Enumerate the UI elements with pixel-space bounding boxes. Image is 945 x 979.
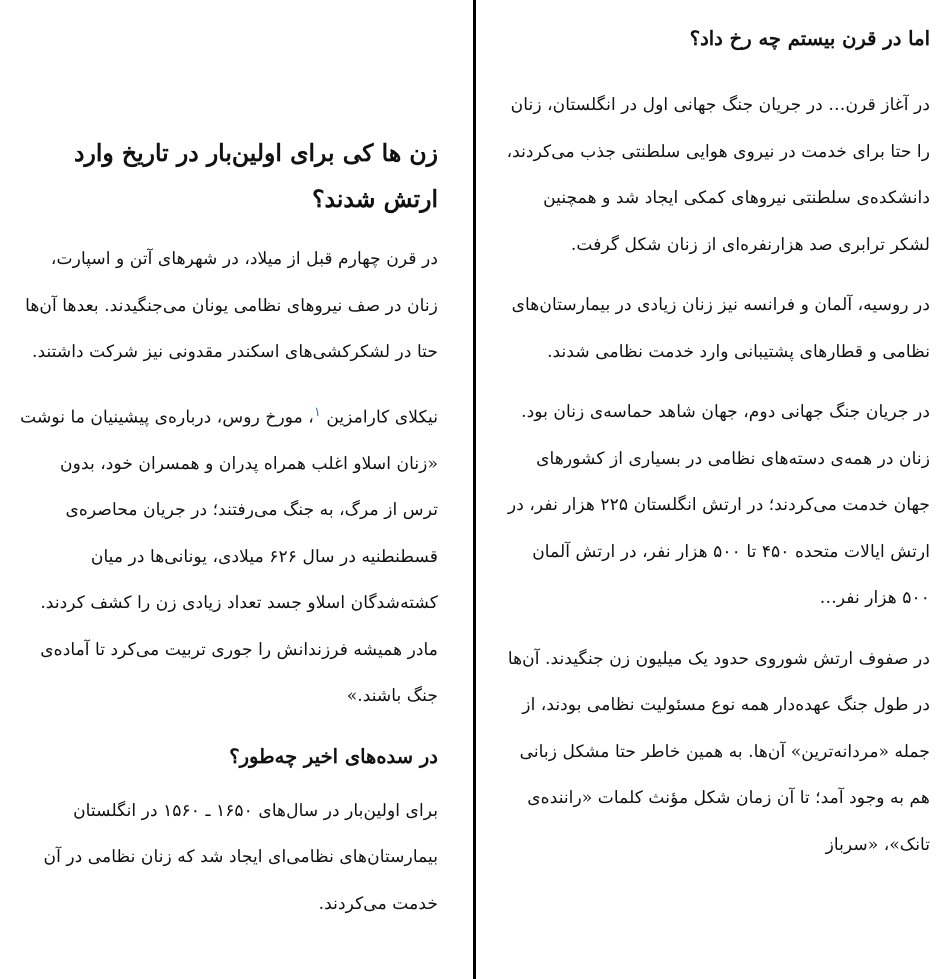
right-paragraph-4: در صفوف ارتش شوروی حدود یک میلیون زن جنگیدند. آن‌ها در طول جنگ عهده‌دار همه نوع مسئولیت نظامی بودند، از جمله «مردانه‌ترین» آن‌ها. به همین خاطر حتا مشکل زبانی هم به وجود آمد؛ تا آن زمان شکل مؤنث کلمات «راننده‌ی تانک»، «سرباز — [507, 648, 930, 855]
article-title: زن ها کی برای اولین‌بار در تاریخ وارد ارتش شدند؟ — [74, 139, 438, 213]
left-paragraph-2 — [20, 390, 438, 720]
right-paragraph-1: در آغاز قرن… در جریان جنگ جهانی اول در انگلستان، زنان را حتا برای خدمت در نیروی هوایی سلطنتی جذب می‌کردند، دانشکده‌ی سلطنتی نیروهای کمکی ایجاد شد و همچنین لشکر ترابری صد هزارنفره‌ای از زنان شکل گرفت. — [506, 95, 930, 255]
paragraph-2-rest: ، مورخ روس، درباره‌ی پیشینیان ما نوشت «زنان اسلاو اغلب همراه پدران و همسران خود، بدون ترس از مرگ، به جنگ می‌رفتند؛ در جریان محاصره‌ی قسطنطنیه در سال ۶۲۶ میلادی، یونانی‌ها در میان کشته‌شدگان اسلاو جسد تعداد زیادی زن را کشف کردند. مادر همیشه فرزندانش را جوری تربیت می‌کرد تا آماده‌ی جنگ باشند.» — [20, 407, 438, 707]
left-paragraph-3: برای اولین‌بار در سال‌های ۱۶۵۰ ـ ۱۵۶۰ در انگلستان بیمارستان‌های نظامی‌ای ایجاد شد که زنان نظامی در آن خدمت می‌کردند. — [43, 800, 438, 914]
left-column — [20, 130, 438, 941]
column-divider — [473, 0, 476, 979]
right-column-heading: اما در قرن بیستم چه رخ داد؟ — [689, 27, 930, 50]
footnote-link[interactable]: ۱ — [313, 404, 321, 420]
right-paragraph-2: در روسیه، آلمان و فرانسه نیز زنان زیادی در بیمارستان‌های نظامی و قطارهای پشتیبانی وارد خدمت نظامی شدند. — [511, 295, 930, 362]
right-paragraph-3: در جریان جنگ جهانی دوم، جهان شاهد حماسه‌ی زنان بود. زنان در همه‌ی دسته‌های نظامی در بسیاری از کشورهای جهان خدمت می‌کردند؛ در ارتش انگلستان ۲۲۵ هزار نفر، در ارتش ایالات متحده ۴۵۰ تا ۵۰۰ هزار نفر، در ارتش آلمان ۵۰۰ هزار نفر… — [507, 402, 930, 608]
paragraph-2-start: نیکلای کارامزین — [326, 407, 438, 428]
section-subheading: در سده‌های اخیر چه‌طور؟ — [229, 744, 438, 768]
left-paragraph-1: در قرن چهارم قبل از میلاد، در شهرهای آتن و اسپارت، زنان در صف نیروهای نظامی یونان می‌جنگیدند. بعدها آن‌ها حتا در لشکرکشی‌های اسکندر مقدونی نیز شرکت داشتند. — [25, 249, 438, 362]
right-column — [500, 16, 930, 882]
